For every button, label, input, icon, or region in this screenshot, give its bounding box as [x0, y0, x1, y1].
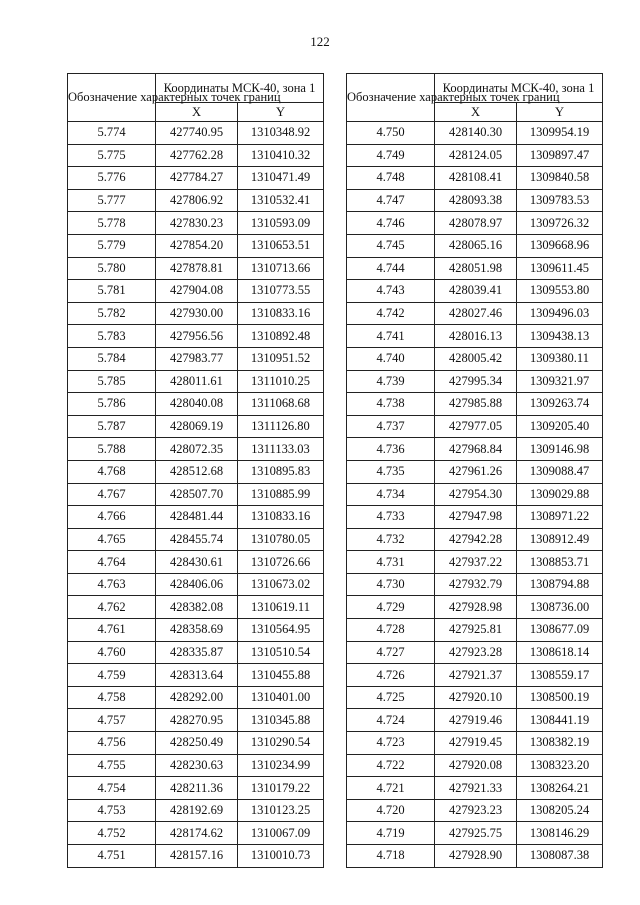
table-row	[68, 822, 324, 845]
point-id-cell: 4.729	[347, 596, 435, 619]
table-row	[68, 302, 324, 325]
table-row	[68, 777, 324, 800]
x-coordinate-cell: 427985.88	[435, 393, 517, 416]
table-row	[347, 347, 603, 370]
y-coordinate-cell: 1309783.53	[517, 189, 603, 212]
point-id-cell: 4.754	[68, 777, 156, 800]
point-id-cell: 4.728	[347, 619, 435, 642]
point-id-cell: 4.742	[347, 302, 435, 325]
table-row	[68, 144, 324, 167]
table-row	[347, 641, 603, 664]
x-coordinate-cell: 428157.16	[156, 845, 238, 868]
x-coordinate-cell: 427830.23	[156, 212, 238, 235]
y-coordinate-cell: 1310401.00	[238, 686, 324, 709]
x-coordinate-cell: 427784.27	[156, 167, 238, 190]
table-row	[347, 167, 603, 190]
point-id-cell: 4.753	[68, 799, 156, 822]
x-coordinate-cell: 428313.64	[156, 664, 238, 687]
point-id-cell: 4.747	[347, 189, 435, 212]
y-coordinate-cell: 1310471.49	[238, 167, 324, 190]
x-coordinate-cell: 428072.35	[156, 438, 238, 461]
x-coordinate-cell: 428192.69	[156, 799, 238, 822]
table-row	[68, 280, 324, 303]
table-row	[68, 551, 324, 574]
x-coordinate-cell: 428406.06	[156, 573, 238, 596]
table-row	[68, 573, 324, 596]
y-coordinate-cell: 1308500.19	[517, 686, 603, 709]
x-coordinate-cell: 428211.36	[156, 777, 238, 800]
y-coordinate-cell: 1309726.32	[517, 212, 603, 235]
y-coordinate-cell: 1309553.80	[517, 280, 603, 303]
point-id-cell: 4.758	[68, 686, 156, 709]
x-coordinate-cell: 428011.61	[156, 370, 238, 393]
table-row	[68, 483, 324, 506]
x-coordinate-cell: 427919.45	[435, 732, 517, 755]
x-coordinate-cell: 428335.87	[156, 641, 238, 664]
x-coordinate-cell: 428358.69	[156, 619, 238, 642]
table-row	[68, 393, 324, 416]
table-row	[68, 799, 324, 822]
y-coordinate-cell: 1309088.47	[517, 460, 603, 483]
point-id-cell: 4.722	[347, 754, 435, 777]
y-coordinate-cell: 1308853.71	[517, 551, 603, 574]
table-row	[68, 189, 324, 212]
y-coordinate-cell: 1310410.32	[238, 144, 324, 167]
y-coordinate-cell: 1309438.13	[517, 325, 603, 348]
table-row	[347, 257, 603, 280]
x-coordinate-cell: 428051.98	[435, 257, 517, 280]
table-row	[347, 438, 603, 461]
x-coordinate-cell: 427995.34	[435, 370, 517, 393]
table-row	[68, 212, 324, 235]
x-coordinate-cell: 427968.84	[435, 438, 517, 461]
table-row	[347, 460, 603, 483]
point-id-cell: 4.761	[68, 619, 156, 642]
point-id-cell: 4.720	[347, 799, 435, 822]
coordinates-table-right	[346, 73, 603, 868]
coordinate-system-header: Координаты МСК-40, зона 1	[435, 74, 603, 103]
table-row	[68, 732, 324, 755]
page-number: 122	[310, 34, 330, 49]
y-coordinate-cell: 1310951.52	[238, 347, 324, 370]
y-coordinate-cell: 1310234.99	[238, 754, 324, 777]
point-id-cell: 4.757	[68, 709, 156, 732]
point-id-cell: 4.727	[347, 641, 435, 664]
point-id-cell: 5.778	[68, 212, 156, 235]
y-coordinate-cell: 1310067.09	[238, 822, 324, 845]
y-coordinate-cell: 1309954.19	[517, 122, 603, 145]
table-row	[347, 777, 603, 800]
y-coordinate-cell: 1309263.74	[517, 393, 603, 416]
point-id-cell: 5.775	[68, 144, 156, 167]
point-id-cell: 4.730	[347, 573, 435, 596]
table-row	[347, 799, 603, 822]
table-row	[347, 393, 603, 416]
point-id-cell: 5.787	[68, 415, 156, 438]
point-id-cell: 4.737	[347, 415, 435, 438]
y-coordinate-cell: 1309897.47	[517, 144, 603, 167]
y-coordinate-cell: 1308618.14	[517, 641, 603, 664]
point-id-cell: 4.752	[68, 822, 156, 845]
x-coordinate-cell: 427920.08	[435, 754, 517, 777]
point-id-cell: 4.756	[68, 732, 156, 755]
table-row	[68, 596, 324, 619]
point-id-cell: 4.732	[347, 528, 435, 551]
x-coordinate-cell: 427921.33	[435, 777, 517, 800]
table-row	[347, 280, 603, 303]
y-coordinate-cell: 1309668.96	[517, 234, 603, 257]
table-row	[347, 234, 603, 257]
x-coordinate-cell: 427956.56	[156, 325, 238, 348]
x-coordinate-cell: 427878.81	[156, 257, 238, 280]
x-coordinate-cell: 427925.75	[435, 822, 517, 845]
y-coordinate-cell: 1310010.73	[238, 845, 324, 868]
x-coordinate-cell: 427961.26	[435, 460, 517, 483]
y-coordinate-cell: 1308736.00	[517, 596, 603, 619]
y-coordinate-cell: 1311010.25	[238, 370, 324, 393]
point-id-cell: 4.768	[68, 460, 156, 483]
table-row	[68, 415, 324, 438]
y-coordinate-cell: 1310619.11	[238, 596, 324, 619]
y-coordinate-cell: 1310455.88	[238, 664, 324, 687]
table-row	[347, 551, 603, 574]
table-row	[68, 686, 324, 709]
table-row	[347, 619, 603, 642]
y-coordinate-cell: 1310348.92	[238, 122, 324, 145]
table-row	[68, 438, 324, 461]
x-coordinate-cell: 428108.41	[435, 167, 517, 190]
point-id-cell: 4.736	[347, 438, 435, 461]
y-coordinate-cell: 1308971.22	[517, 506, 603, 529]
x-coordinate-cell: 428512.68	[156, 460, 238, 483]
x-coordinate-cell: 428507.70	[156, 483, 238, 506]
point-id-cell: 4.738	[347, 393, 435, 416]
x-coordinate-cell: 428250.49	[156, 732, 238, 755]
y-coordinate-cell: 1310895.83	[238, 460, 324, 483]
point-id-cell: 4.735	[347, 460, 435, 483]
y-coordinate-cell: 1310713.66	[238, 257, 324, 280]
y-coordinate-cell: 1308146.29	[517, 822, 603, 845]
x-coordinate-cell: 428430.61	[156, 551, 238, 574]
x-coordinate-cell: 428005.42	[435, 347, 517, 370]
table-row	[347, 370, 603, 393]
table-row	[68, 664, 324, 687]
y-coordinate-cell: 1308441.19	[517, 709, 603, 732]
y-coordinate-cell: 1308677.09	[517, 619, 603, 642]
point-id-cell: 4.734	[347, 483, 435, 506]
x-coordinate-cell: 428481.44	[156, 506, 238, 529]
y-coordinate-cell: 1311068.68	[238, 393, 324, 416]
point-id-cell: 4.743	[347, 280, 435, 303]
point-id-cell: 5.784	[68, 347, 156, 370]
y-coordinate-cell: 1308794.88	[517, 573, 603, 596]
y-coordinate-cell: 1310179.22	[238, 777, 324, 800]
point-id-cell: 4.741	[347, 325, 435, 348]
table-row	[68, 234, 324, 257]
x-coordinate-cell: 427921.37	[435, 664, 517, 687]
y-coordinate-cell: 1310892.48	[238, 325, 324, 348]
x-coordinate-cell: 428040.08	[156, 393, 238, 416]
table-row	[347, 709, 603, 732]
table-row	[68, 506, 324, 529]
table-row	[347, 302, 603, 325]
point-id-cell: 5.776	[68, 167, 156, 190]
x-coordinate-cell: 427923.28	[435, 641, 517, 664]
point-id-cell: 4.724	[347, 709, 435, 732]
x-coordinate-cell: 428065.16	[435, 234, 517, 257]
table-body-left	[68, 122, 324, 868]
table-row	[347, 506, 603, 529]
point-id-cell: 4.725	[347, 686, 435, 709]
x-coordinate-cell: 427762.28	[156, 144, 238, 167]
y-coordinate-cell: 1310780.05	[238, 528, 324, 551]
y-coordinate-cell: 1310833.16	[238, 506, 324, 529]
table-row	[347, 483, 603, 506]
x-coordinate-cell: 428039.41	[435, 280, 517, 303]
table-row	[68, 122, 324, 145]
y-coordinate-cell: 1311133.03	[238, 438, 324, 461]
table-row	[347, 754, 603, 777]
point-id-cell: 4.748	[347, 167, 435, 190]
y-coordinate-cell: 1309205.40	[517, 415, 603, 438]
point-id-cell: 5.774	[68, 122, 156, 145]
y-coordinate-cell: 1310290.54	[238, 732, 324, 755]
point-id-cell: 4.733	[347, 506, 435, 529]
y-coordinate-cell: 1308559.17	[517, 664, 603, 687]
table-row	[347, 212, 603, 235]
point-id-cell: 5.781	[68, 280, 156, 303]
x-coordinate-cell: 427923.23	[435, 799, 517, 822]
x-coordinate-cell: 427904.08	[156, 280, 238, 303]
table-row	[347, 686, 603, 709]
y-coordinate-cell: 1309840.58	[517, 167, 603, 190]
x-coordinate-cell: 428078.97	[435, 212, 517, 235]
table-row	[68, 528, 324, 551]
y-coordinate-cell: 1310593.09	[238, 212, 324, 235]
point-id-cell: 4.721	[347, 777, 435, 800]
y-coordinate-cell: 1309611.45	[517, 257, 603, 280]
x-header: X	[435, 103, 517, 122]
x-coordinate-cell: 428027.46	[435, 302, 517, 325]
y-coordinate-cell: 1310532.41	[238, 189, 324, 212]
y-coordinate-cell: 1310564.95	[238, 619, 324, 642]
table-row	[68, 325, 324, 348]
point-id-cell: 4.765	[68, 528, 156, 551]
table-row	[347, 845, 603, 868]
x-coordinate-cell: 427920.10	[435, 686, 517, 709]
table-row	[347, 822, 603, 845]
x-coordinate-cell: 427947.98	[435, 506, 517, 529]
y-coordinate-cell: 1310773.55	[238, 280, 324, 303]
point-id-cell: 5.786	[68, 393, 156, 416]
x-coordinate-cell: 428140.30	[435, 122, 517, 145]
x-coordinate-cell: 427919.46	[435, 709, 517, 732]
x-coordinate-cell: 428093.38	[435, 189, 517, 212]
point-id-cell: 5.783	[68, 325, 156, 348]
table-row	[68, 167, 324, 190]
y-header: Y	[517, 103, 603, 122]
x-coordinate-cell: 427932.79	[435, 573, 517, 596]
point-id-cell: 4.719	[347, 822, 435, 845]
y-coordinate-cell: 1310123.25	[238, 799, 324, 822]
y-coordinate-cell: 1308264.21	[517, 777, 603, 800]
x-coordinate-cell: 427977.05	[435, 415, 517, 438]
point-id-cell: 4.755	[68, 754, 156, 777]
y-header: Y	[238, 103, 324, 122]
table-body-right	[347, 122, 603, 868]
point-id-cell: 4.760	[68, 641, 156, 664]
y-coordinate-cell: 1310510.54	[238, 641, 324, 664]
x-coordinate-cell: 427930.00	[156, 302, 238, 325]
y-coordinate-cell: 1310673.02	[238, 573, 324, 596]
point-id-cell: 5.788	[68, 438, 156, 461]
point-id-cell: 4.746	[347, 212, 435, 235]
y-coordinate-cell: 1310885.99	[238, 483, 324, 506]
y-coordinate-cell: 1310726.66	[238, 551, 324, 574]
table-row	[68, 347, 324, 370]
table-row	[347, 144, 603, 167]
point-id-cell: 5.780	[68, 257, 156, 280]
point-id-cell: 4.766	[68, 506, 156, 529]
point-id-cell: 4.751	[68, 845, 156, 868]
x-coordinate-cell: 427954.30	[435, 483, 517, 506]
y-coordinate-cell: 1309380.11	[517, 347, 603, 370]
table-row	[68, 709, 324, 732]
coordinate-system-header: Координаты МСК-40, зона 1	[156, 74, 324, 103]
point-id-cell: 5.777	[68, 189, 156, 212]
y-coordinate-cell: 1309496.03	[517, 302, 603, 325]
y-coordinate-cell: 1308323.20	[517, 754, 603, 777]
x-coordinate-cell: 428455.74	[156, 528, 238, 551]
x-coordinate-cell: 428382.08	[156, 596, 238, 619]
y-coordinate-cell: 1309146.98	[517, 438, 603, 461]
x-coordinate-cell: 427806.92	[156, 189, 238, 212]
table-row	[68, 257, 324, 280]
point-id-cell: 4.750	[347, 122, 435, 145]
x-coordinate-cell: 427942.28	[435, 528, 517, 551]
x-coordinate-cell: 428292.00	[156, 686, 238, 709]
x-coordinate-cell: 427928.90	[435, 845, 517, 868]
y-coordinate-cell: 1310833.16	[238, 302, 324, 325]
point-id-cell: 4.744	[347, 257, 435, 280]
y-coordinate-cell: 1309029.88	[517, 483, 603, 506]
coordinates-table-left	[67, 73, 324, 868]
x-coordinate-cell: 427740.95	[156, 122, 238, 145]
point-id-cell: 5.779	[68, 234, 156, 257]
x-coordinate-cell: 427925.81	[435, 619, 517, 642]
x-coordinate-cell: 428270.95	[156, 709, 238, 732]
point-id-cell: 4.740	[347, 347, 435, 370]
point-id-cell: 4.749	[347, 144, 435, 167]
point-id-cell: 4.759	[68, 664, 156, 687]
table-row	[347, 189, 603, 212]
x-coordinate-cell: 427928.98	[435, 596, 517, 619]
table-row	[68, 370, 324, 393]
table-row	[68, 460, 324, 483]
table-row	[68, 845, 324, 868]
point-id-cell: 4.745	[347, 234, 435, 257]
table-row	[347, 415, 603, 438]
x-coordinate-cell: 428174.62	[156, 822, 238, 845]
y-coordinate-cell: 1310653.51	[238, 234, 324, 257]
y-coordinate-cell: 1309321.97	[517, 370, 603, 393]
x-coordinate-cell: 428230.63	[156, 754, 238, 777]
y-coordinate-cell: 1311126.80	[238, 415, 324, 438]
y-coordinate-cell: 1308382.19	[517, 732, 603, 755]
table-row	[347, 664, 603, 687]
point-id-cell: 4.731	[347, 551, 435, 574]
point-id-cell: 4.726	[347, 664, 435, 687]
point-id-cell: 5.782	[68, 302, 156, 325]
table-row	[347, 573, 603, 596]
x-coordinate-cell: 428016.13	[435, 325, 517, 348]
point-id-cell: 4.718	[347, 845, 435, 868]
point-id-cell: 4.764	[68, 551, 156, 574]
y-coordinate-cell: 1308087.38	[517, 845, 603, 868]
x-header: X	[156, 103, 238, 122]
table-row	[347, 325, 603, 348]
table-row	[347, 122, 603, 145]
point-id-cell: 4.763	[68, 573, 156, 596]
table-row	[347, 732, 603, 755]
table-row	[68, 641, 324, 664]
point-label-header: Обозначение характерных точек границ	[68, 74, 156, 122]
point-label-header: Обозначение характерных точек границ	[347, 74, 435, 122]
point-id-cell: 4.762	[68, 596, 156, 619]
x-coordinate-cell: 428069.19	[156, 415, 238, 438]
y-coordinate-cell: 1308912.49	[517, 528, 603, 551]
point-id-cell: 5.785	[68, 370, 156, 393]
point-id-cell: 4.739	[347, 370, 435, 393]
x-coordinate-cell: 428124.05	[435, 144, 517, 167]
x-coordinate-cell: 427854.20	[156, 234, 238, 257]
table-row	[347, 596, 603, 619]
point-id-cell: 4.767	[68, 483, 156, 506]
point-id-cell: 4.723	[347, 732, 435, 755]
table-row	[347, 528, 603, 551]
x-coordinate-cell: 427983.77	[156, 347, 238, 370]
table-row	[68, 754, 324, 777]
table-row	[68, 619, 324, 642]
y-coordinate-cell: 1310345.88	[238, 709, 324, 732]
y-coordinate-cell: 1308205.24	[517, 799, 603, 822]
x-coordinate-cell: 427937.22	[435, 551, 517, 574]
